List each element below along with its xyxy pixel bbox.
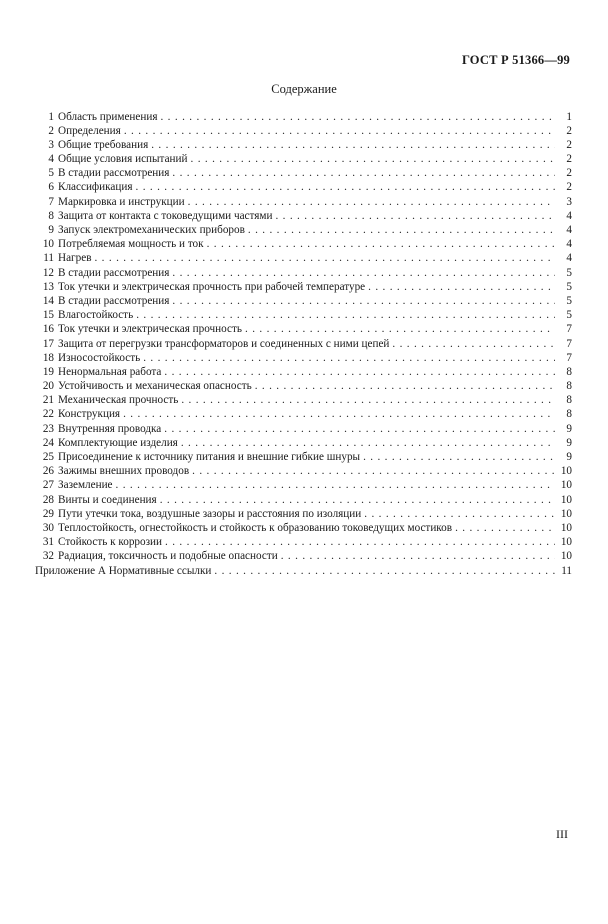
dot-leader (392, 337, 555, 351)
toc-entry (35, 195, 572, 209)
toc-entry-page: 5 (566, 280, 572, 293)
toc-entry (35, 166, 572, 180)
toc-entry-number: 24 (42, 436, 54, 449)
dot-leader (214, 564, 555, 578)
toc-entry-page: 10 (560, 536, 572, 549)
toc-entry-page: 3 (566, 195, 572, 208)
dot-leader (136, 308, 555, 322)
dot-leader (164, 422, 555, 436)
toc-entry-title: Износостойкость (58, 351, 141, 364)
toc-entry-title: В стадии рассмотрения (58, 294, 170, 307)
page-number: III (556, 827, 568, 841)
toc-entry-page: 2 (566, 138, 572, 151)
dot-leader (181, 436, 555, 450)
toc-entry-page: 7 (566, 323, 572, 336)
dot-leader (191, 152, 556, 166)
dot-leader (192, 464, 555, 478)
dot-leader (164, 365, 555, 379)
toc-entry-number: 22 (42, 408, 54, 421)
toc-entry-title: Маркировка и инструкции (58, 195, 185, 208)
toc-entry (35, 407, 572, 421)
toc-entry-page: 9 (566, 451, 572, 463)
toc-entry-title: Защита от перегрузки трансформаторов и соединенных с ними цепей (58, 337, 390, 350)
toc-entry-number: 7 (48, 195, 54, 208)
toc-entry (35, 209, 572, 223)
toc-entry-title: Влагостойкость (58, 309, 134, 322)
toc-entry (35, 535, 572, 549)
toc-entry (35, 251, 572, 265)
toc-entry (35, 464, 572, 478)
toc-entry-number: 28 (42, 493, 54, 506)
toc-entry-page: 8 (566, 408, 572, 421)
dot-leader (172, 166, 555, 180)
toc-entry-number: 31 (42, 536, 54, 549)
toc-entry-page: 2 (566, 124, 572, 137)
toc-entry-number: 16 (42, 323, 54, 336)
dot-leader (368, 280, 555, 294)
toc-entry-title: Пути утечки тока, воздушные зазоры и расстояния по изоляции (58, 507, 362, 520)
toc-entry-page: 2 (566, 181, 572, 194)
dot-leader (255, 379, 555, 393)
toc-entry-title: Конструкция (58, 408, 121, 421)
table-of-contents (35, 110, 572, 578)
toc-entry-page: 10 (560, 550, 572, 563)
toc-entry-title: Приложение А Нормативные ссылки (35, 564, 212, 577)
dot-leader (94, 251, 555, 265)
toc-entry-number: 9 (48, 224, 54, 236)
toc-entry (35, 436, 572, 450)
toc-entry-page: 4 (566, 238, 572, 251)
toc-entry-title: Комплектующие изделия (58, 436, 178, 449)
toc-entry-title: Классификация (58, 181, 133, 194)
toc-entry-title: Стойкость к коррозии (58, 536, 162, 549)
toc-entry-title: Устойчивость и механическая опасность (58, 380, 252, 393)
toc-entry-number: 2 (48, 124, 54, 137)
toc-entry-number: 21 (42, 394, 54, 407)
dot-leader (172, 266, 555, 280)
toc-entry (35, 422, 572, 436)
toc-entry-number: 30 (42, 521, 54, 534)
toc-entry-title: Нагрев (58, 252, 92, 265)
dot-leader (172, 294, 555, 308)
toc-entry-page: 9 (566, 436, 572, 449)
toc-entry (35, 138, 572, 152)
toc-entry-page: 2 (566, 153, 572, 166)
toc-entry-number: 25 (42, 451, 54, 463)
dot-leader (165, 535, 555, 549)
toc-entry-title: Зажимы внешних проводов (58, 465, 190, 478)
document-header: ГОСТ Р 51366—99 (461, 53, 570, 67)
toc-entry-number: 11 (43, 252, 54, 265)
toc-entry (35, 280, 572, 294)
toc-entry-number: 32 (42, 550, 54, 563)
toc-entry-title: Винты и соединения (58, 493, 157, 506)
toc-entry-number: 23 (42, 422, 54, 435)
toc-entry-number: 14 (42, 294, 54, 307)
dot-leader (275, 209, 555, 223)
dot-leader (207, 237, 555, 251)
toc-entry-page: 4 (566, 252, 572, 265)
toc-entry (35, 507, 572, 521)
toc-entry-page: 7 (566, 351, 572, 364)
dot-leader (151, 138, 555, 152)
toc-entry-page: 10 (560, 507, 572, 520)
toc-entry-number: 26 (42, 465, 54, 478)
dot-leader (364, 507, 555, 521)
toc-entry-number: 15 (42, 309, 54, 322)
toc-entry-title: Общие условия испытаний (58, 153, 188, 166)
toc-entry (35, 351, 572, 365)
toc-entry (35, 237, 572, 251)
toc-entry-page: 10 (560, 465, 572, 478)
dot-leader (124, 124, 555, 138)
toc-entry-page: 5 (566, 294, 572, 307)
toc-entry (35, 549, 572, 563)
toc-entry-number: 13 (42, 280, 54, 293)
toc-entry-title: Определения (58, 124, 121, 137)
toc-entry-number: 29 (42, 507, 54, 520)
toc-entry-title: Область применения (58, 110, 158, 123)
dot-leader (181, 393, 555, 407)
toc-entry-page: 10 (560, 521, 572, 534)
toc-entry-title: Присоединение к источнику питания и внешние гибкие шнуры (58, 451, 361, 463)
toc-entry-number: 10 (42, 238, 54, 251)
toc-entry-title: Общие требования (58, 138, 149, 151)
toc-entry-number: 19 (42, 365, 54, 378)
toc-entry (35, 379, 572, 393)
toc-entry-number: 6 (48, 181, 54, 194)
toc-entry (35, 337, 572, 351)
dot-leader (363, 450, 555, 464)
dot-leader (188, 195, 555, 209)
toc-entry-page: 10 (560, 479, 572, 492)
toc-entry-title: Механическая прочность (58, 394, 179, 407)
toc-entry-title: Потребляемая мощность и ток (58, 238, 204, 251)
toc-entry (35, 308, 572, 322)
toc-entry-number: 20 (42, 380, 54, 393)
dot-leader (245, 322, 555, 336)
dot-leader (116, 478, 555, 492)
toc-entry-title: Внутренняя проводка (58, 422, 162, 435)
toc-entry (35, 521, 572, 535)
toc-entry-title: Запуск электромеханических приборов (58, 224, 245, 236)
toc-entry-page: 8 (566, 365, 572, 378)
toc-entry-page: 8 (566, 380, 572, 393)
toc-entry-page: 2 (566, 167, 572, 180)
toc-entry-title: В стадии рассмотрения (58, 167, 170, 180)
toc-entry-number: 3 (48, 138, 54, 151)
toc-entry-title: Защита от контакта с токоведущими частями (58, 209, 273, 222)
toc-entry-page: 1 (566, 110, 572, 123)
toc-entry-appendix (35, 564, 572, 578)
toc-entry-page: 4 (566, 224, 572, 236)
toc-entry-title: Заземление (58, 479, 113, 492)
toc-entry (35, 393, 572, 407)
dot-leader (160, 493, 555, 507)
dot-leader (136, 180, 555, 194)
toc-entry (35, 152, 572, 166)
toc-entry (35, 110, 572, 124)
toc-entry-number: 27 (42, 479, 54, 492)
dot-leader (143, 351, 555, 365)
toc-entry-title: Теплостойкость, огнестойкость и стойкость к образованию токоведущих мостиков (58, 521, 453, 534)
toc-entry (35, 478, 572, 492)
toc-entry (35, 493, 572, 507)
toc-entry (35, 294, 572, 308)
toc-entry-page: 10 (560, 493, 572, 506)
toc-entry-page: 11 (561, 564, 572, 577)
toc-entry (35, 365, 572, 379)
toc-entry-title: В стадии рассмотрения (58, 266, 170, 279)
toc-entry-number: 4 (48, 153, 54, 166)
dot-leader (455, 521, 555, 535)
toc-entry (35, 322, 572, 336)
toc-entry-number: 18 (42, 351, 54, 364)
dot-leader (248, 223, 555, 237)
toc-entry (35, 450, 572, 464)
toc-entry-number: 12 (42, 266, 54, 279)
toc-entry-title: Ненормальная работа (58, 365, 162, 378)
dot-leader (281, 549, 555, 563)
toc-entry-page: 9 (566, 422, 572, 435)
toc-entry (35, 180, 572, 194)
dot-leader (123, 407, 555, 421)
toc-entry-number: 1 (48, 110, 54, 123)
toc-entry-title: Ток утечки и электрическая прочность (58, 323, 242, 336)
toc-entry-page: 5 (566, 266, 572, 279)
toc-entry-page: 5 (566, 309, 572, 322)
toc-entry-title: Ток утечки и электрическая прочность при рабочей температуре (58, 280, 366, 293)
toc-entry-number: 5 (48, 167, 54, 180)
dot-leader (160, 110, 555, 124)
toc-entry (35, 223, 572, 237)
toc-entry-number: 17 (42, 337, 54, 350)
page-title: Содержание (271, 82, 337, 96)
toc-entry-page: 7 (566, 337, 572, 350)
toc-entry (35, 124, 572, 138)
toc-entry-page: 8 (566, 394, 572, 407)
toc-entry-title: Радиация, токсичность и подобные опасности (58, 550, 278, 563)
toc-entry-page: 4 (566, 209, 572, 222)
toc-entry-number: 8 (48, 209, 54, 222)
toc-entry (35, 266, 572, 280)
